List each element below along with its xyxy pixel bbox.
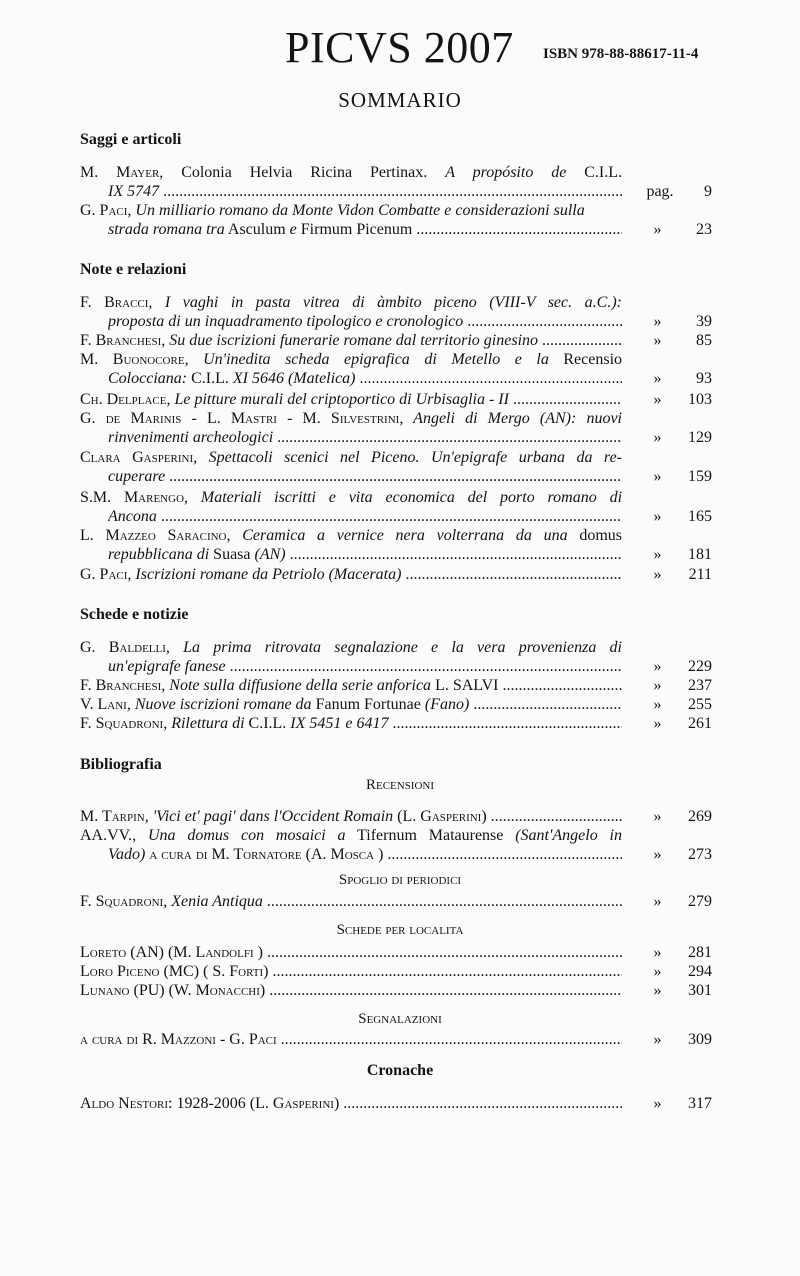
subsection-localita: Schede per localita <box>336 922 464 938</box>
subsection-segnalazioni: Segnalazioni <box>358 1011 442 1027</box>
toc-entry-aavv: AA.VV., Una domus con mosaici a Tifernum Mataurense (Sant'Angelo in Vado) a cura di M. Tornatore (A. Mosca ) ..... » 273 <box>80 826 712 864</box>
subsection-recensioni: Recensioni <box>365 777 435 793</box>
toc-entry-squadroni-1: F. Squadroni, Rilettura di C.I.L. IX 5451 e 6417 ..... » 261 <box>80 714 712 733</box>
toc-entry-buonocore: M. Buonocore, Un'inedita scheda epigrafica di Metello e la Recensio Colocciana: C.I.L. XI 5646 (Matelica) ..... » 93 <box>80 350 712 388</box>
toc-entry-gasperini-1: Clara Gasperini, Spettacoli scenici nel Piceno. Un'epigrafe urbana da re- cuperare ..... » 159 <box>80 448 712 486</box>
toc-entry-tarpin: M. Tarpin, 'Vici et' pagi' dans l'Occident Romain (L. Gasperini) ..... » 269 <box>80 807 712 826</box>
toc-entry-loro-piceno: Loro Piceno (MC) ( S. Forti) ..... » 294 <box>80 962 712 981</box>
toc-entry-branchesi-2: F. Branchesi, Note sulla diffusione della serie anforica L. SALVI ..... » 237 <box>80 676 712 695</box>
toc-entry-mazzoni: a cura di R. Mazzoni - G. Paci ..... » 309 <box>80 1030 712 1049</box>
toc-entry-bracci: F. Bracci, I vaghi in pasta vitrea di àmbito piceno (VIII-V sec. a.C.): proposta di un inquadramento tipologico e cronologico ..... » 39 <box>80 293 712 331</box>
section-note: Note e relazioni <box>80 261 187 278</box>
header-title: PICVS 2007 <box>285 23 514 72</box>
subsection-spoglio: Spoglio di periodici <box>338 872 462 888</box>
section-saggi: Saggi e articoli <box>80 131 182 148</box>
toc-entry-marengo: S.M. Marengo, Materiali iscritti e vita economica del porto romano di Ancona ..... » 165 <box>80 488 712 526</box>
toc-entry-lunano: Lunano (PU) (W. Monacchi) ..... » 301 <box>80 981 712 1000</box>
page-number: 9 <box>704 183 712 200</box>
page-number: 23 <box>696 221 712 238</box>
section-cronache: Cronache <box>366 1062 434 1079</box>
toc-entry-delplace: Ch. Delplace, Le pitture murali del criptoportico di Urbisaglia - II ..... » 103 <box>80 390 712 409</box>
isbn: ISBN 978-88-88617-11-4 <box>543 46 699 62</box>
toc-entry-branchesi-1: F. Branchesi, Su due iscrizioni funerarie romane dal territorio ginesino ..... » 85 <box>80 331 712 350</box>
toc-entry-demarinis: G. de Marinis - L. Mastri - M. Silvestrini, Angeli di Mergo (AN): nuovi rinvenimenti archeologici ..... » 129 <box>80 409 712 447</box>
toc-entry-loreto: Loreto (AN) (M. Landolfi ) ..... » 281 <box>80 943 712 962</box>
section-schede: Schede e notizie <box>80 606 189 623</box>
toc-entry-mayer: M. Mayer, Colonia Helvia Ricina Pertinax. A propósito de C.I.L. IX 5747 ..... pag. 9 <box>80 163 712 201</box>
toc-entry-paci-2: G. Paci, Iscrizioni romane da Petriolo (Macerata) ..... » 211 <box>80 565 712 584</box>
toc-entry-paci-1: G. Paci, Un milliario romano da Monte Vidon Combatte e considerazioni sulla strada romana tra Asculum e Firmum Picenum ..... » 23 <box>80 201 712 239</box>
toc-entry-saracino: L. Mazzeo Saracino, Ceramica a vernice nera volterrana da una domus repubblicana di Suasa (AN) ..... » 181 <box>80 526 712 564</box>
toc-entry-nestori: Aldo Nestori: 1928-2006 (L. Gasperini) ..... » 317 <box>80 1094 712 1113</box>
toc-entry-lani: V. Lani, Nuove iscrizioni romane da Fanum Fortunae (Fano) ..... » 255 <box>80 695 712 714</box>
section-bibliografia: Bibliografia <box>80 756 162 773</box>
toc-entry-baldelli: G. Baldelli, La prima ritrovata segnalazione e la vera provenienza di un'epigrafe fanese ..... » 229 <box>80 638 712 676</box>
page-heading: SOMMARIO <box>338 88 462 112</box>
toc-entry-squadroni-2: F. Squadroni, Xenia Antiqua ..... » 279 <box>80 892 712 911</box>
pag-label: pag. <box>646 183 674 200</box>
